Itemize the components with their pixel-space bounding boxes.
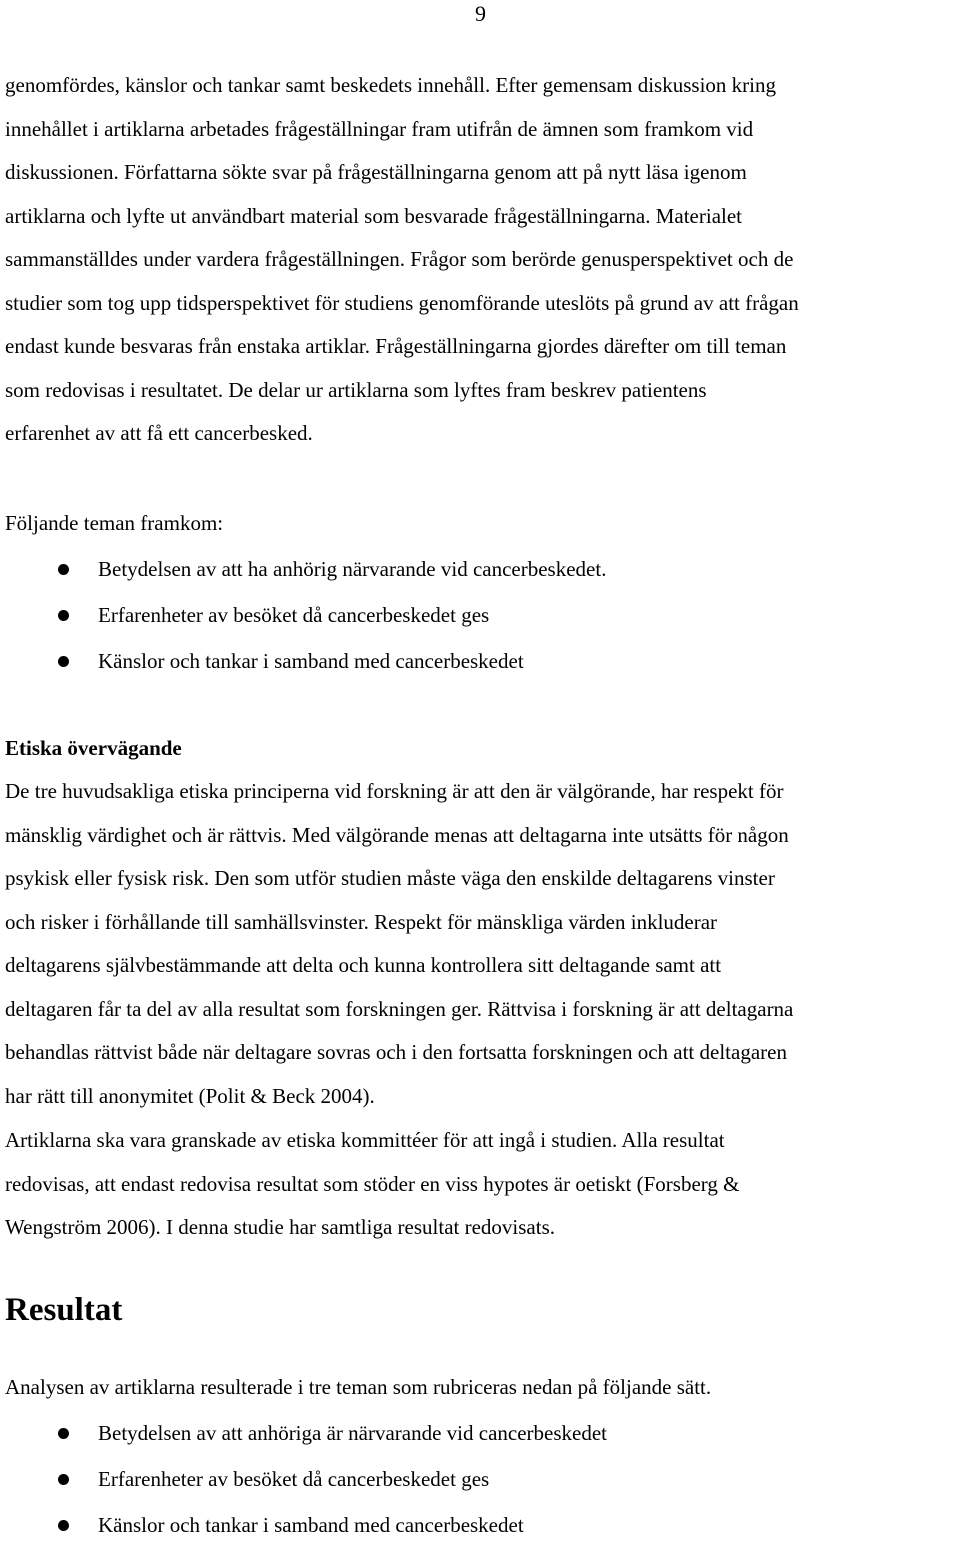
list-item-text: Betydelsen av att anhöriga är närvarande vid cancerbeskedet: [98, 1421, 608, 1445]
text-line: De tre huvudsakliga etiska principerna vid forskning är att den är välgörande, har respekt för: [5, 779, 784, 803]
text-line: och risker i förhållande till samhällsvinster. Respekt för mänskliga värden inkluderar: [5, 909, 718, 934]
results-intro-text: Analysen av artiklarna resulterade i tre teman som rubriceras nedan på följande sätt.: [5, 1375, 712, 1399]
bullet-icon: [58, 564, 69, 575]
text-line: erfarenhet av att få ett cancerbesked.: [5, 421, 313, 445]
text-line: innehållet i artiklarna arbetades frågeställningar fram utifrån de ämnen som framkom vid: [5, 116, 754, 141]
text-line: psykisk eller fysisk risk. Den som utför studien måste väga den enskilde deltagarens vinster: [5, 866, 775, 890]
list-item-text: Känslor och tankar i samband med cancerbeskedet: [98, 1512, 524, 1537]
list-item: [5, 593, 957, 639]
method-paragraph: [5, 64, 957, 456]
text-line: endast kunde besvaras från enstaka artiklar. Frågeställningarna gjordes därefter om till teman: [5, 334, 787, 358]
text-line: har rätt till anonymitet (Polit & Beck 2004).: [5, 1083, 375, 1108]
list-item: [5, 1411, 957, 1457]
list-item-text: Betydelsen av att ha anhörig närvarande vid cancerbeskedet.: [98, 557, 607, 581]
text-line: sammanställdes under vardera frågeställningen. Frågor som berörde genusperspektivet och de: [5, 247, 794, 271]
bullet-icon: [58, 1520, 69, 1531]
bullet-icon: [58, 1474, 69, 1485]
text-line: som redovisas i resultatet. De delar ur artiklarna som lyftes fram beskrev patientens: [5, 377, 707, 402]
list-item-text: Känslor och tankar i samband med cancerbeskedet: [98, 648, 524, 673]
ethics-paragraph-1: [5, 770, 957, 1118]
ethics-paragraph-2: [5, 1119, 957, 1250]
themes-list: [5, 547, 957, 684]
text-line: studier som tog upp tidsperspektivet för studiens genomförande uteslöts på grund av att frågan: [5, 290, 799, 315]
page-number: 9: [475, 1, 486, 26]
results-heading: Resultat: [5, 1292, 123, 1328]
list-item: [5, 1503, 957, 1548]
list-item: [5, 639, 957, 685]
list-item-text: Erfarenheter av besöket då cancerbeskedet ges: [98, 602, 490, 627]
list-item: [5, 547, 957, 593]
bullet-icon: [58, 610, 69, 621]
bullet-icon: [58, 656, 69, 667]
text-line: deltagarens självbestämmande att delta och kunna kontrollera sitt deltagande samt att: [5, 953, 722, 977]
themes-intro-text: Följande teman framkom:: [5, 511, 224, 535]
bullet-icon: [58, 1428, 69, 1439]
results-themes-list: [5, 1411, 957, 1548]
text-line: Artiklarna ska vara granskade av etiska kommittéer för att ingå i studien. Alla resultat: [5, 1128, 725, 1152]
text-line: deltagaren får ta del av alla resultat som forskningen ger. Rättvisa i forskning är att deltagarna: [5, 996, 794, 1021]
list-item: [5, 1457, 957, 1503]
text-line: artiklarna och lyfte ut användbart material som besvarade frågeställningarna. Materialet: [5, 203, 743, 228]
text-line: behandlas rättvist både när deltagare sovras och i den fortsatta forskningen och att deltagaren: [5, 1040, 787, 1064]
results-intro: [5, 1366, 957, 1410]
text-line: redovisas, att endast redovisa resultat som stöder en viss hypotes är oetiskt (Forsberg &: [5, 1171, 740, 1196]
text-line: diskussionen. Författarna sökte svar på frågeställningarna genom att på nytt läsa igenom: [5, 160, 747, 184]
list-item-text: Erfarenheter av besöket då cancerbeskedet ges: [98, 1466, 490, 1491]
text-line: mänsklig värdighet och är rättvis. Med välgörande menas att deltagarna inte utsätts för någon: [5, 822, 789, 847]
text-line: genomfördes, känslor och tankar samt beskedets innehåll. Efter gemensam diskussion kring: [5, 73, 776, 97]
text-line: Wengström 2006). I denna studie har samtliga resultat redovisats.: [5, 1215, 556, 1239]
ethics-heading: Etiska övervägande: [5, 736, 182, 760]
themes-intro: [5, 502, 957, 546]
